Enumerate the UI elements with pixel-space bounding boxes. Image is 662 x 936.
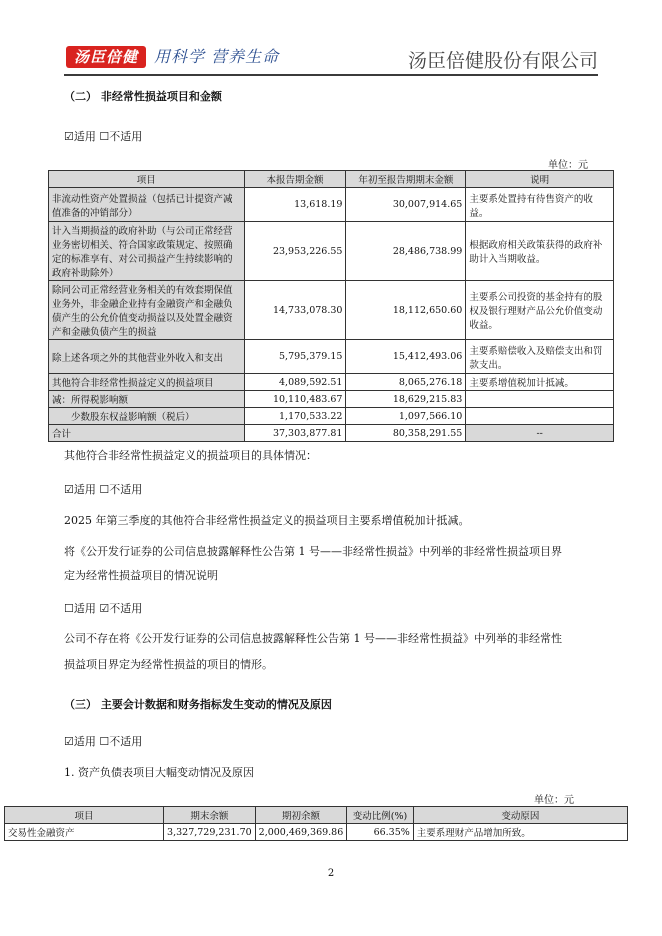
- defined-items-line1: 将《公开发行证券的公司信息披露解释性公告第 1 号——非经常性损益》中列举的非经常性损益项目界: [64, 545, 562, 558]
- other-items-title: 其他符合非经常性损益定义的损益项目的具体情况：: [64, 449, 317, 462]
- item-cell: 其他符合非经常性损益定义的损益项目: [49, 374, 245, 391]
- note-cell: 根据政府相关政策获得的政府补助计入当期收益。: [466, 222, 614, 281]
- unit-label: 单位：元: [534, 795, 574, 806]
- current-cell: 1,170,533.22: [244, 408, 346, 425]
- table-row: [5, 824, 628, 841]
- balance-sheet-changes-table: [4, 806, 628, 841]
- table-row: [49, 222, 614, 281]
- ytd-cell: 15,412,493.06: [346, 340, 466, 374]
- table-row: [49, 281, 614, 340]
- company-name: 汤臣倍健股份有限公司: [407, 50, 598, 72]
- current-cell: 14,733,078.30: [244, 281, 346, 340]
- applicable-checkbox: ☑适用 ☐不适用: [64, 735, 143, 748]
- table-row: [49, 391, 614, 408]
- begin-balance-cell: 2,000,469,369.86: [255, 824, 347, 841]
- item-cell: 非流动性资产处置损益（包括已计提资产减值准备的冲销部分）: [49, 188, 245, 222]
- other-items-text: 2025 年第三季度的其他符合非经常性损益定义的损益项目主要系增值税加计抵减。: [64, 514, 470, 527]
- item-cell: 计入当期损益的政府补助（与公司正常经营业务密切相关、符合国家政策规定、按照确定的标准享有、对公司损益产生持续影响的政府补助除外）: [49, 222, 245, 281]
- end-balance-cell: 3,327,729,231.70: [164, 824, 256, 841]
- column-header: 说明: [466, 171, 614, 188]
- none-statement-line2: 损益项目界定为经常性损益的项目的情形。: [64, 658, 273, 671]
- none-statement-line1: 公司不存在将《公开发行证券的公司信息披露解释性公告第 1 号——非经常性损益》中列举的非经常性: [64, 632, 562, 645]
- applicable-checkbox: ☑适用 ☐不适用: [64, 483, 143, 496]
- column-header: 项目: [49, 171, 245, 188]
- table-header-row: [5, 807, 628, 824]
- page-number: 2: [327, 868, 335, 879]
- ytd-cell: 80,358,291.55: [346, 425, 466, 442]
- current-cell: 23,953,226.55: [244, 222, 346, 281]
- item-cell: 除上述各项之外的其他营业外收入和支出: [49, 340, 245, 374]
- column-header: 变动原因: [413, 807, 627, 824]
- table-header-row: [49, 171, 614, 188]
- applicable-checkbox: ☑适用 ☐不适用: [64, 130, 143, 143]
- item-cell: 合计: [49, 425, 245, 442]
- ytd-cell: 1,097,566.10: [346, 408, 466, 425]
- current-cell: 10,110,483.67: [244, 391, 346, 408]
- ytd-cell: 30,007,914.65: [346, 188, 466, 222]
- table-row: [49, 188, 614, 222]
- note-cell: 主要系增值税加计抵减。: [466, 374, 614, 391]
- note-cell: [466, 391, 614, 408]
- table-row-total: [49, 425, 614, 442]
- item-cell: 除同公司正常经营业务相关的有效套期保值业务外，非金融企业持有金融资产和金融负债产生的公允价值变动损益以及处置金融资产和金融负债产生的损益: [49, 281, 245, 340]
- ytd-cell: 18,629,215.83: [346, 391, 466, 408]
- table-row: [49, 408, 614, 425]
- item-cell: 减：所得税影响额: [49, 391, 245, 408]
- applicable-checkbox: ☐适用 ☑不适用: [64, 602, 143, 615]
- ytd-cell: 8,065,276.18: [346, 374, 466, 391]
- note-cell: 主要系处置持有待售资产的收益。: [466, 188, 614, 222]
- table-row: [49, 374, 614, 391]
- column-header: 本报告期金额: [244, 171, 346, 188]
- note-cell: [466, 408, 614, 425]
- subsection-title: 1. 资产负债表项目大幅变动情况及原因: [64, 766, 254, 779]
- ytd-cell: 18,112,650.60: [346, 281, 466, 340]
- column-header: 期初余额: [255, 807, 347, 824]
- current-cell: 5,795,379.15: [244, 340, 346, 374]
- section-title-non-recurring: （二） 非经常性损益项目和金额: [64, 90, 222, 103]
- note-cell: 主要系赔偿收入及赔偿支出和罚款支出。: [466, 340, 614, 374]
- unit-label: 单位：元: [548, 160, 588, 171]
- header-divider: [64, 74, 598, 76]
- non-recurring-table: [48, 170, 614, 442]
- note-cell: --: [466, 425, 614, 442]
- current-cell: 13,618.19: [244, 188, 346, 222]
- reason-cell: 主要系理财产品增加所致。: [413, 824, 627, 841]
- column-header: 期末余额: [164, 807, 256, 824]
- change-ratio-cell: 66.35%: [347, 824, 414, 841]
- item-cell: 少数股东权益影响额（税后）: [49, 408, 245, 425]
- defined-items-line2: 定为经常性损益项目的情况说明: [64, 569, 218, 582]
- current-cell: 4,089,592.51: [244, 374, 346, 391]
- column-header: 项目: [5, 807, 164, 824]
- table-row: [49, 340, 614, 374]
- note-cell: 主要系公司投资的基金持有的股权及银行理财产品公允价值变动收益。: [466, 281, 614, 340]
- column-header: 年初至报告期期末金额: [346, 171, 466, 188]
- item-cell: 交易性金融资产: [5, 824, 164, 841]
- company-logo: 汤臣倍健: [66, 46, 146, 68]
- section-title-changes: （三） 主要会计数据和财务指标发生变动的情况及原因: [64, 698, 332, 711]
- current-cell: 37,303,877.81: [244, 425, 346, 442]
- slogan: 用科学 营养生命: [154, 47, 280, 66]
- column-header: 变动比例(%): [347, 807, 414, 824]
- ytd-cell: 28,486,738.99: [346, 222, 466, 281]
